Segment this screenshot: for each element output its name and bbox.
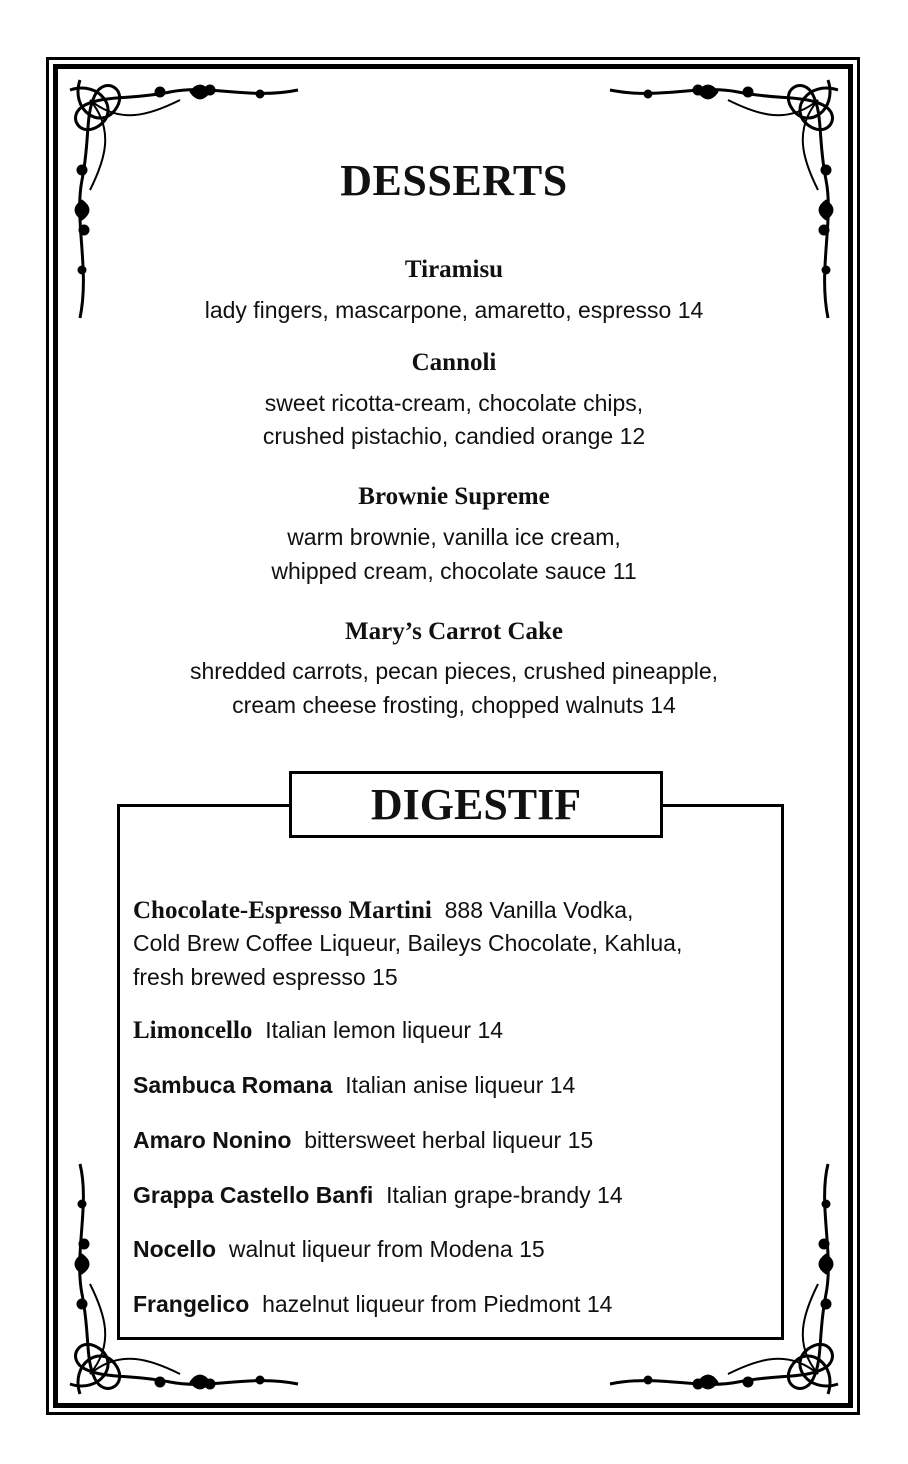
drink-name: Limoncello [133, 1017, 253, 1044]
drink-name: Nocello [133, 1236, 217, 1262]
dessert-description: warm brownie, vanilla ice cream, [287, 524, 621, 550]
drink-item [133, 893, 633, 928]
drink-description: walnut liqueur from Modena 15 [228, 1236, 545, 1262]
drink-item [133, 1123, 593, 1157]
drink-item [133, 1013, 503, 1048]
drink-name: Amaro Nonino [133, 1127, 292, 1153]
drink-description: Cold Brew Coffee Liqueur, Baileys Chocolate, Kahlua, [133, 930, 683, 956]
drink-description: 888 Vanilla Vodka, [444, 897, 634, 923]
dessert-description: crushed pistachio, candied orange 12 [262, 423, 646, 449]
drink-description: Italian grape-brandy 14 [386, 1182, 623, 1208]
dessert-name: Mary’s Carrot Cake [345, 618, 563, 645]
drink-description: Italian lemon liqueur 14 [265, 1017, 504, 1043]
dessert-description: shredded carrots, pecan pieces, crushed pineapple, [189, 658, 719, 684]
drink-description: hazelnut liqueur from Piedmont 14 [262, 1291, 613, 1317]
drink-name: Grappa Castello Banfi [133, 1182, 374, 1208]
drink-name: Chocolate-Espresso Martini [133, 897, 432, 924]
digestif-heading: DIGESTIF [289, 771, 663, 838]
dessert-description: lady fingers, mascarpone, amaretto, espresso 14 [204, 297, 704, 323]
drink-description: bittersweet herbal liqueur 15 [304, 1127, 594, 1153]
dessert-description: sweet ricotta-cream, chocolate chips, [264, 390, 644, 416]
drink-description: Italian anise liqueur 14 [345, 1072, 576, 1098]
drink-name: Frangelico [133, 1291, 250, 1317]
dessert-description: cream cheese frosting, chopped walnuts 14 [232, 692, 676, 718]
dessert-name: Cannoli [411, 349, 497, 376]
desserts-heading: DESSERTS [340, 156, 568, 205]
drink-description: fresh brewed espresso 15 [133, 964, 398, 990]
dessert-name: Brownie Supreme [358, 483, 550, 510]
drink-item [133, 1232, 545, 1266]
dessert-name: Tiramisu [404, 256, 504, 283]
drink-name: Sambuca Romana [133, 1072, 333, 1098]
dessert-description: whipped cream, chocolate sauce 11 [271, 558, 637, 584]
drink-item [133, 1287, 612, 1321]
drink-item [133, 1068, 575, 1102]
drink-item [133, 1178, 623, 1212]
